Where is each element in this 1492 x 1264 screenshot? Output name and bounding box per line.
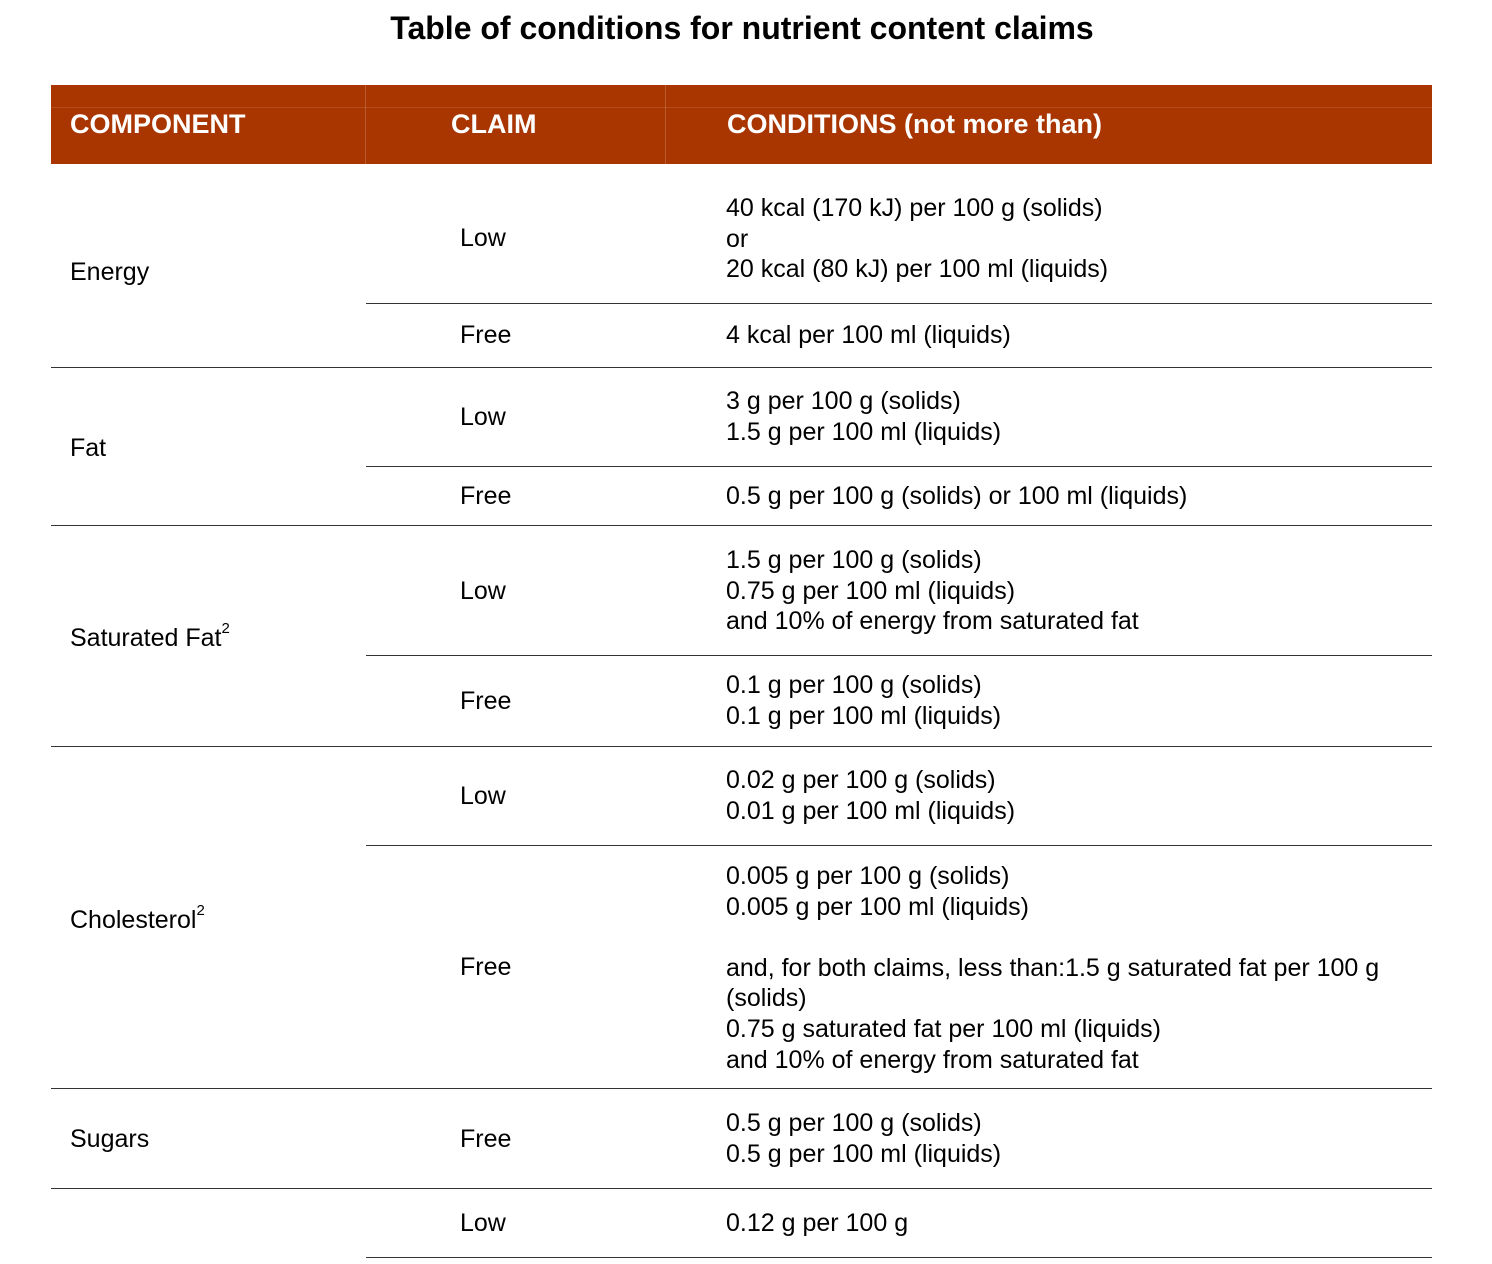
- claim-label: Free: [460, 482, 512, 510]
- row-divider: [366, 845, 1432, 846]
- claim-label: Low: [460, 577, 506, 605]
- condition-line: 4 kcal per 100 ml (liquids): [726, 321, 1011, 349]
- condition-line: 0.02 g per 100 g (solids): [726, 766, 996, 794]
- component-label: Energy: [70, 258, 150, 286]
- component-label: Sugars: [70, 1125, 150, 1153]
- condition-line: 0.75 g saturated fat per 100 ml (liquids): [726, 1014, 1161, 1043]
- header-conditions: CONDITIONS (not more than): [727, 109, 1102, 139]
- conditions-cell: [726, 320, 1011, 351]
- condition-line: 0.005 g per 100 ml (liquids): [726, 892, 1029, 921]
- claim-label: Free: [460, 1125, 512, 1153]
- claim-label: Free: [460, 687, 512, 715]
- conditions-cell: [726, 193, 1108, 285]
- section-divider: [51, 367, 1432, 368]
- conditions-cell: [726, 861, 1379, 1075]
- claim-label: Low: [460, 782, 506, 810]
- claim-label: Free: [460, 321, 512, 349]
- condition-line: and 10% of energy from saturated fat: [726, 607, 1139, 636]
- claim-label: Free: [460, 953, 512, 981]
- conditions-cell: [726, 670, 1001, 731]
- condition-line: 0.5 g per 100 ml (liquids): [726, 1139, 1002, 1168]
- condition-line: 0.5 g per 100 g (solids): [726, 1109, 982, 1137]
- row-divider: [366, 655, 1432, 656]
- condition-line: 0.005 g per 100 g (solids): [726, 862, 1010, 890]
- condition-line: and 10% of energy from saturated fat: [726, 1045, 1139, 1074]
- row-divider: [366, 1257, 1432, 1258]
- condition-line: 0.5 g per 100 g (solids) or 100 ml (liquids): [726, 482, 1188, 510]
- section-divider: [51, 1188, 1432, 1189]
- condition-spacer: [726, 922, 1379, 953]
- condition-line: 0.75 g per 100 ml (liquids): [726, 576, 1016, 605]
- condition-line: 0.12 g per 100 g: [726, 1209, 909, 1237]
- header-divider: [665, 85, 666, 164]
- row-divider: [366, 466, 1432, 467]
- claim-label: Low: [460, 403, 506, 431]
- footnote-marker: 2: [196, 902, 205, 919]
- section-divider: [51, 525, 1432, 526]
- component-label: Saturated Fat$^2$: [70, 620, 230, 652]
- row-divider: [366, 303, 1432, 304]
- claim-label: Low: [460, 224, 506, 252]
- condition-line: (solids): [726, 984, 807, 1013]
- condition-line: 20 kcal (80 kJ) per 100 ml (liquids): [726, 255, 1109, 284]
- conditions-cell: [726, 545, 1139, 637]
- component-label: Fat: [70, 434, 107, 462]
- condition-line: 0.1 g per 100 ml (liquids): [726, 701, 1002, 730]
- condition-line: 0.01 g per 100 ml (liquids): [726, 796, 1016, 825]
- header-component: COMPONENT: [70, 109, 246, 139]
- component-label: Cholesterol$^2$: [70, 902, 205, 934]
- table-header: [51, 85, 1432, 164]
- conditions-cell: [726, 765, 1015, 826]
- header-claim: CLAIM: [451, 109, 537, 139]
- header-divider: [365, 85, 366, 164]
- section-divider: [51, 746, 1432, 747]
- conditions-cell: [726, 1108, 1001, 1169]
- table-title: Table of conditions for nutrient content claims: [390, 10, 1094, 46]
- condition-line: 1.5 g per 100 g (solids): [726, 546, 982, 574]
- conditions-cell: [726, 1208, 908, 1239]
- condition-line: 0.1 g per 100 g (solids): [726, 671, 982, 699]
- section-divider: [51, 1088, 1432, 1089]
- conditions-cell: [726, 481, 1187, 512]
- condition-line: 1.5 g per 100 ml (liquids): [726, 417, 1002, 446]
- condition-line: 3 g per 100 g (solids): [726, 387, 961, 415]
- claim-label: Low: [460, 1209, 506, 1237]
- conditions-cell: [726, 386, 1001, 447]
- condition-line: and, for both claims, less than:1.5 g saturated fat per 100 g: [726, 953, 1380, 982]
- condition-line: or: [726, 224, 749, 253]
- header-highlight: [51, 107, 1432, 108]
- footnote-marker: 2: [221, 620, 230, 637]
- condition-line: 40 kcal (170 kJ) per 100 g (solids): [726, 194, 1103, 222]
